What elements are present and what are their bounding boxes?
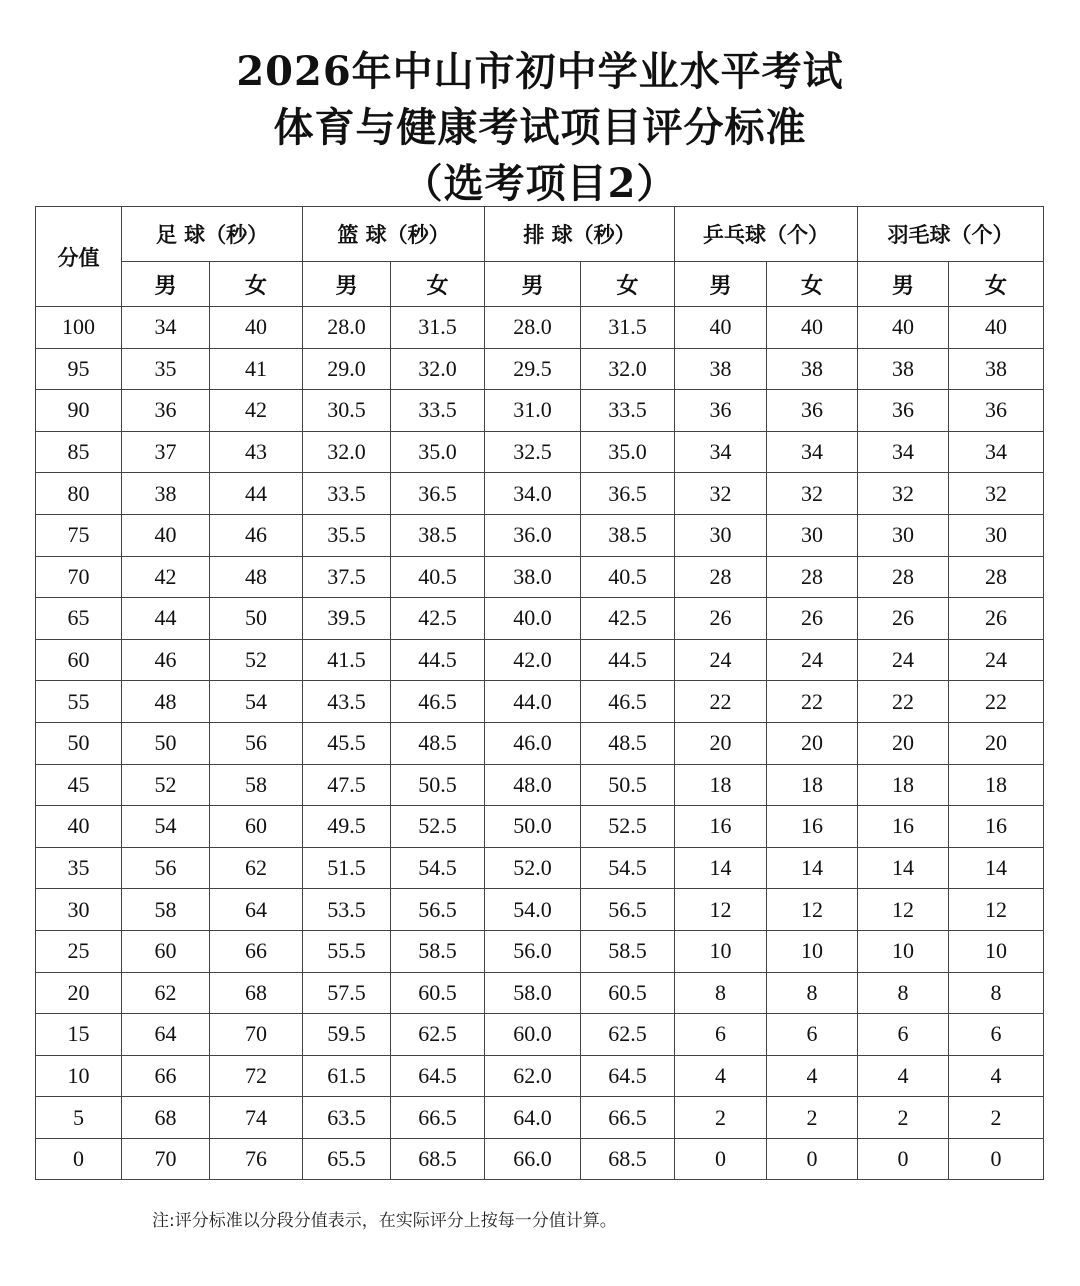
table-cell: 10 <box>949 930 1044 972</box>
gender-header-female: 女 <box>391 262 485 307</box>
score-cell: 70 <box>36 556 122 598</box>
table-cell: 20 <box>858 722 949 764</box>
table-cell: 62 <box>122 972 210 1014</box>
table-cell: 38 <box>675 348 767 390</box>
table-cell: 24 <box>949 639 1044 681</box>
table-cell: 58 <box>210 764 303 806</box>
table-cell: 60 <box>122 930 210 972</box>
table-cell: 46.5 <box>391 681 485 723</box>
table-cell: 8 <box>858 972 949 1014</box>
table-row <box>36 514 1044 556</box>
table-cell: 14 <box>767 847 858 889</box>
table-cell: 48.5 <box>581 722 675 764</box>
table-cell: 24 <box>858 639 949 681</box>
table-cell: 28.0 <box>485 307 581 349</box>
table-cell: 40 <box>767 307 858 349</box>
table-cell: 32 <box>949 473 1044 515</box>
title-line-1: 2026年中山市初中学业水平考试 <box>236 48 844 95</box>
gender-header-male: 男 <box>858 262 949 307</box>
table-cell: 66.5 <box>391 1097 485 1139</box>
table-cell: 6 <box>858 1014 949 1056</box>
table-cell: 48 <box>122 681 210 723</box>
table-cell: 66.0 <box>485 1138 581 1180</box>
title-line-2: 体育与健康考试项目评分标准 <box>273 104 807 151</box>
table-cell: 70 <box>122 1138 210 1180</box>
table-cell: 64 <box>122 1014 210 1056</box>
table-cell: 66 <box>122 1055 210 1097</box>
table-cell: 64.5 <box>391 1055 485 1097</box>
table-cell: 34 <box>858 431 949 473</box>
table-row <box>36 806 1044 848</box>
table-cell: 33.5 <box>581 390 675 432</box>
table-cell: 41.5 <box>303 639 391 681</box>
score-cell: 65 <box>36 598 122 640</box>
table-cell: 4 <box>858 1055 949 1097</box>
table-cell: 31.5 <box>581 307 675 349</box>
table-cell: 2 <box>949 1097 1044 1139</box>
table-cell: 40 <box>210 307 303 349</box>
table-cell: 30 <box>675 514 767 556</box>
table-cell: 38 <box>767 348 858 390</box>
score-cell: 40 <box>36 806 122 848</box>
table-cell: 64.0 <box>485 1097 581 1139</box>
table-cell: 60.5 <box>391 972 485 1014</box>
score-cell: 85 <box>36 431 122 473</box>
table-cell: 68 <box>210 972 303 1014</box>
score-cell: 75 <box>36 514 122 556</box>
table-cell: 72 <box>210 1055 303 1097</box>
table-cell: 18 <box>767 764 858 806</box>
table-cell: 28 <box>949 556 1044 598</box>
table-cell: 32 <box>675 473 767 515</box>
table-cell: 31.0 <box>485 390 581 432</box>
table-cell: 56.5 <box>581 889 675 931</box>
table-cell: 56 <box>210 722 303 764</box>
score-header: 分值 <box>36 207 122 307</box>
table-cell: 40.5 <box>581 556 675 598</box>
table-cell: 14 <box>858 847 949 889</box>
table-cell: 18 <box>949 764 1044 806</box>
table-cell: 53.5 <box>303 889 391 931</box>
table-row <box>36 1014 1044 1056</box>
table-cell: 0 <box>675 1138 767 1180</box>
group-header-row <box>36 207 1044 262</box>
table-cell: 50.5 <box>581 764 675 806</box>
table-cell: 20 <box>949 722 1044 764</box>
table-cell: 4 <box>767 1055 858 1097</box>
table-row <box>36 639 1044 681</box>
table-cell: 28.0 <box>303 307 391 349</box>
table-cell: 55.5 <box>303 930 391 972</box>
table-cell: 4 <box>675 1055 767 1097</box>
table-cell: 58.0 <box>485 972 581 1014</box>
table-cell: 43.5 <box>303 681 391 723</box>
table-cell: 41 <box>210 348 303 390</box>
table-cell: 35.5 <box>303 514 391 556</box>
table-cell: 76 <box>210 1138 303 1180</box>
table-cell: 30 <box>949 514 1044 556</box>
table-cell: 34 <box>949 431 1044 473</box>
table-cell: 52.0 <box>485 847 581 889</box>
table-cell: 36 <box>122 390 210 432</box>
gender-header-female: 女 <box>767 262 858 307</box>
score-cell: 45 <box>36 764 122 806</box>
table-cell: 38.0 <box>485 556 581 598</box>
score-cell: 10 <box>36 1055 122 1097</box>
table-cell: 24 <box>767 639 858 681</box>
table-cell: 22 <box>767 681 858 723</box>
table-row <box>36 1138 1044 1180</box>
table-cell: 52 <box>122 764 210 806</box>
table-cell: 31.5 <box>391 307 485 349</box>
table-row <box>36 348 1044 390</box>
score-cell: 80 <box>36 473 122 515</box>
table-cell: 14 <box>949 847 1044 889</box>
table-cell: 44.5 <box>581 639 675 681</box>
table-cell: 24 <box>675 639 767 681</box>
table-cell: 40.0 <box>485 598 581 640</box>
table-cell: 36 <box>675 390 767 432</box>
table-cell: 62 <box>210 847 303 889</box>
table-cell: 0 <box>858 1138 949 1180</box>
table-cell: 68.5 <box>581 1138 675 1180</box>
table-cell: 6 <box>949 1014 1044 1056</box>
table-cell: 20 <box>767 722 858 764</box>
gender-header-male: 男 <box>485 262 581 307</box>
table-cell: 50 <box>210 598 303 640</box>
table-cell: 48 <box>210 556 303 598</box>
table-row <box>36 722 1044 764</box>
table-row <box>36 847 1044 889</box>
table-cell: 36.0 <box>485 514 581 556</box>
table-cell: 33.5 <box>303 473 391 515</box>
table-cell: 30 <box>858 514 949 556</box>
table-cell: 28 <box>767 556 858 598</box>
gender-header-row <box>36 262 1044 307</box>
table-cell: 50 <box>122 722 210 764</box>
table-cell: 22 <box>675 681 767 723</box>
table-cell: 36 <box>949 390 1044 432</box>
group-header-football: 足 球（秒） <box>122 207 303 262</box>
table-cell: 44 <box>122 598 210 640</box>
table-cell: 35 <box>122 348 210 390</box>
table-row <box>36 431 1044 473</box>
table-cell: 10 <box>675 930 767 972</box>
table-cell: 48.0 <box>485 764 581 806</box>
table-cell: 70 <box>210 1014 303 1056</box>
table-cell: 32 <box>767 473 858 515</box>
table-row <box>36 930 1044 972</box>
table-cell: 48.5 <box>391 722 485 764</box>
table-cell: 34 <box>675 431 767 473</box>
table-cell: 42 <box>210 390 303 432</box>
table-cell: 26 <box>858 598 949 640</box>
table-cell: 57.5 <box>303 972 391 1014</box>
table-cell: 46 <box>210 514 303 556</box>
table-cell: 10 <box>767 930 858 972</box>
table-cell: 51.5 <box>303 847 391 889</box>
table-cell: 16 <box>949 806 1044 848</box>
table-cell: 35.0 <box>391 431 485 473</box>
table-cell: 40 <box>122 514 210 556</box>
table-cell: 16 <box>858 806 949 848</box>
table-cell: 63.5 <box>303 1097 391 1139</box>
table-cell: 36 <box>767 390 858 432</box>
group-header-table-tennis: 乒乓球（个） <box>675 207 858 262</box>
table-cell: 43 <box>210 431 303 473</box>
gender-header-female: 女 <box>581 262 675 307</box>
table-cell: 56.0 <box>485 930 581 972</box>
table-cell: 40 <box>949 307 1044 349</box>
table-row <box>36 764 1044 806</box>
score-cell: 25 <box>36 930 122 972</box>
table-cell: 54.0 <box>485 889 581 931</box>
table-cell: 2 <box>767 1097 858 1139</box>
table-cell: 62.5 <box>581 1014 675 1056</box>
group-header-basketball: 篮 球（秒） <box>303 207 485 262</box>
table-cell: 28 <box>675 556 767 598</box>
table-cell: 26 <box>949 598 1044 640</box>
table-cell: 52.5 <box>391 806 485 848</box>
table-cell: 56.5 <box>391 889 485 931</box>
gender-header-female: 女 <box>949 262 1044 307</box>
table-cell: 12 <box>675 889 767 931</box>
footnote: 注:评分标准以分段分值表示，在实际评分上按每一分值计算。 <box>152 1211 617 1231</box>
table-cell: 8 <box>767 972 858 1014</box>
table-row <box>36 307 1044 349</box>
table-cell: 56 <box>122 847 210 889</box>
table-cell: 8 <box>675 972 767 1014</box>
table-cell: 26 <box>675 598 767 640</box>
table-cell: 54.5 <box>391 847 485 889</box>
score-cell: 30 <box>36 889 122 931</box>
table-cell: 46 <box>122 639 210 681</box>
table-row <box>36 972 1044 1014</box>
table-cell: 12 <box>858 889 949 931</box>
table-cell: 40 <box>858 307 949 349</box>
table-row <box>36 556 1044 598</box>
table-cell: 37 <box>122 431 210 473</box>
score-cell: 5 <box>36 1097 122 1139</box>
table-cell: 38 <box>122 473 210 515</box>
table-cell: 61.5 <box>303 1055 391 1097</box>
score-cell: 55 <box>36 681 122 723</box>
score-cell: 35 <box>36 847 122 889</box>
score-cell: 0 <box>36 1138 122 1180</box>
table-cell: 38 <box>949 348 1044 390</box>
table-cell: 39.5 <box>303 598 391 640</box>
table-cell: 46.5 <box>581 681 675 723</box>
table-cell: 40 <box>675 307 767 349</box>
table-cell: 58.5 <box>391 930 485 972</box>
table-cell: 4 <box>949 1055 1044 1097</box>
table-row <box>36 1097 1044 1139</box>
table-cell: 47.5 <box>303 764 391 806</box>
table-cell: 38.5 <box>391 514 485 556</box>
table-cell: 18 <box>675 764 767 806</box>
table-cell: 34.0 <box>485 473 581 515</box>
table-cell: 44.0 <box>485 681 581 723</box>
gender-header-female: 女 <box>210 262 303 307</box>
score-cell: 60 <box>36 639 122 681</box>
table-cell: 22 <box>858 681 949 723</box>
table-cell: 52 <box>210 639 303 681</box>
table-cell: 32.0 <box>391 348 485 390</box>
table-cell: 14 <box>675 847 767 889</box>
table-cell: 35.0 <box>581 431 675 473</box>
table-cell: 2 <box>675 1097 767 1139</box>
table-row <box>36 1055 1044 1097</box>
table-cell: 38.5 <box>581 514 675 556</box>
table-cell: 36.5 <box>391 473 485 515</box>
table-cell: 42.5 <box>581 598 675 640</box>
table-cell: 50.5 <box>391 764 485 806</box>
table-cell: 68.5 <box>391 1138 485 1180</box>
title-line-3: （选考项目2） <box>402 160 678 207</box>
table-cell: 32.0 <box>303 431 391 473</box>
table-cell: 34 <box>122 307 210 349</box>
gender-header-male: 男 <box>303 262 391 307</box>
table-cell: 42.0 <box>485 639 581 681</box>
table-cell: 54 <box>122 806 210 848</box>
table-cell: 44 <box>210 473 303 515</box>
table-cell: 12 <box>767 889 858 931</box>
table-cell: 37.5 <box>303 556 391 598</box>
table-cell: 45.5 <box>303 722 391 764</box>
table-cell: 30.5 <box>303 390 391 432</box>
table-row <box>36 889 1044 931</box>
group-header-badminton: 羽毛球（个） <box>858 207 1044 262</box>
table-cell: 12 <box>949 889 1044 931</box>
table-cell: 38 <box>858 348 949 390</box>
score-cell: 50 <box>36 722 122 764</box>
table-cell: 28 <box>858 556 949 598</box>
table-cell: 59.5 <box>303 1014 391 1056</box>
table-cell: 74 <box>210 1097 303 1139</box>
table-cell: 36 <box>858 390 949 432</box>
gender-header-male: 男 <box>122 262 210 307</box>
table-cell: 50.0 <box>485 806 581 848</box>
table-cell: 16 <box>767 806 858 848</box>
table-cell: 52.5 <box>581 806 675 848</box>
table-cell: 42.5 <box>391 598 485 640</box>
group-header-volleyball: 排 球（秒） <box>485 207 675 262</box>
table-cell: 54.5 <box>581 847 675 889</box>
gender-header-male: 男 <box>675 262 767 307</box>
table-cell: 10 <box>858 930 949 972</box>
table-cell: 54 <box>210 681 303 723</box>
table-cell: 29.0 <box>303 348 391 390</box>
table-cell: 32.5 <box>485 431 581 473</box>
table-cell: 64.5 <box>581 1055 675 1097</box>
table-cell: 32 <box>858 473 949 515</box>
table-cell: 22 <box>949 681 1044 723</box>
table-cell: 20 <box>675 722 767 764</box>
table-row <box>36 390 1044 432</box>
table-cell: 58 <box>122 889 210 931</box>
table-cell: 32.0 <box>581 348 675 390</box>
table-cell: 33.5 <box>391 390 485 432</box>
table-cell: 30 <box>767 514 858 556</box>
table-cell: 65.5 <box>303 1138 391 1180</box>
table-cell: 42 <box>122 556 210 598</box>
table-cell: 66.5 <box>581 1097 675 1139</box>
table-row <box>36 598 1044 640</box>
table-cell: 26 <box>767 598 858 640</box>
table-cell: 6 <box>675 1014 767 1056</box>
table-row <box>36 473 1044 515</box>
table-cell: 40.5 <box>391 556 485 598</box>
table-cell: 60.5 <box>581 972 675 1014</box>
score-cell: 90 <box>36 390 122 432</box>
table-cell: 58.5 <box>581 930 675 972</box>
table-cell: 60 <box>210 806 303 848</box>
table-cell: 44.5 <box>391 639 485 681</box>
table-cell: 49.5 <box>303 806 391 848</box>
title-block <box>0 44 1080 212</box>
table-cell: 0 <box>949 1138 1044 1180</box>
table-cell: 46.0 <box>485 722 581 764</box>
table-cell: 0 <box>767 1138 858 1180</box>
score-table-body <box>36 307 1044 1180</box>
score-cell: 100 <box>36 307 122 349</box>
table-cell: 29.5 <box>485 348 581 390</box>
table-cell: 68 <box>122 1097 210 1139</box>
table-cell: 36.5 <box>581 473 675 515</box>
table-cell: 64 <box>210 889 303 931</box>
score-cell: 20 <box>36 972 122 1014</box>
table-cell: 18 <box>858 764 949 806</box>
score-table <box>35 206 1044 1180</box>
table-cell: 8 <box>949 972 1044 1014</box>
table-cell: 66 <box>210 930 303 972</box>
table-cell: 60.0 <box>485 1014 581 1056</box>
table-cell: 2 <box>858 1097 949 1139</box>
table-cell: 34 <box>767 431 858 473</box>
table-cell: 16 <box>675 806 767 848</box>
table-row <box>36 681 1044 723</box>
score-cell: 15 <box>36 1014 122 1056</box>
score-cell: 95 <box>36 348 122 390</box>
table-cell: 62.0 <box>485 1055 581 1097</box>
table-cell: 6 <box>767 1014 858 1056</box>
table-cell: 62.5 <box>391 1014 485 1056</box>
